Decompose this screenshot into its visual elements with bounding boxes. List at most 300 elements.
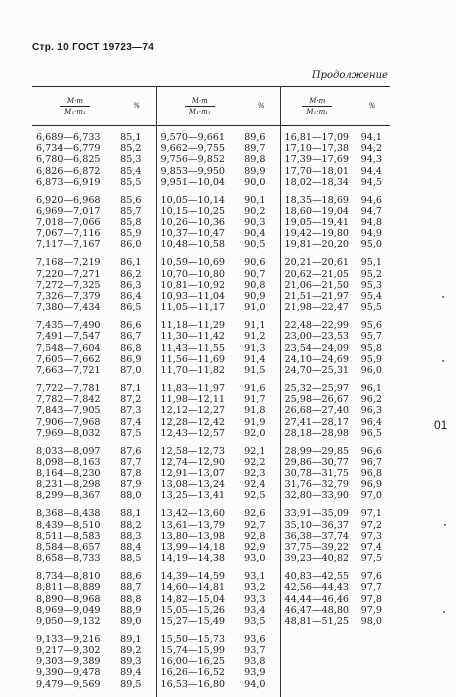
ratio-range: 10,81—10,92: [160, 279, 226, 291]
row-group: [36, 571, 118, 627]
percent-value: 86,4: [120, 291, 142, 303]
percent-value: 96,2: [360, 394, 382, 406]
ratio-range: 7,969—8,032: [36, 427, 101, 439]
percent-value: 87,2: [120, 394, 142, 406]
row-group: [285, 508, 355, 564]
percent-value: 91,8: [244, 405, 266, 417]
ratio-column-2: [156, 132, 243, 697]
ratio-range: 8,811—8,889: [36, 582, 101, 594]
ratio-range: 8,969—9,049: [36, 604, 101, 616]
percent-value: 87,5: [120, 427, 142, 439]
ratio-range: 39,23—40,82: [284, 553, 350, 565]
row-group: [354, 508, 382, 564]
row-group: [118, 257, 142, 313]
ratio-range: 7,220—7,271: [36, 268, 101, 280]
ratio-range: 7,722—7,781: [36, 382, 101, 394]
row-group: [243, 571, 266, 627]
ratio-range: 10,70—10,80: [160, 268, 226, 280]
row-group: [161, 132, 244, 188]
row-group: [161, 195, 244, 251]
ratio-percent-table: [32, 86, 390, 697]
ratio-range: 11,83—11,97: [160, 382, 226, 394]
ratio-range: 19,42—19,80: [284, 228, 350, 240]
percent-value: 87,1: [120, 382, 142, 394]
percent-value: 97,4: [360, 541, 382, 553]
ratio-range: 10,48—10,58: [160, 239, 226, 251]
percent-value: 89,5: [120, 678, 142, 690]
percent-value: 94,0: [244, 678, 266, 690]
percent-value: 91,1: [244, 320, 266, 332]
percent-value: 89,7: [244, 143, 266, 155]
percent-value: 85,9: [120, 228, 142, 240]
ratio-range: 11,18—11,29: [160, 320, 226, 332]
percent-value: 88,1: [120, 508, 142, 520]
ratio-range: 11,43—11,55: [160, 342, 226, 354]
percent-value: 93,4: [244, 604, 266, 616]
ratio-range: 7,491—7,547: [36, 331, 101, 343]
ratio-range: 8,439—8,510: [36, 519, 101, 531]
ratio-range: 21,98—22,47: [284, 302, 350, 314]
percent-value: 96,5: [360, 427, 382, 439]
percent-value: 93,3: [244, 593, 266, 605]
ratio-range: 28,99—29,85: [284, 445, 350, 457]
ratio-range: 19,81—20,20: [284, 239, 350, 251]
percent-value: 97,3: [360, 530, 382, 542]
ratio-range: 7,605—7,662: [36, 353, 101, 365]
percent-value: 93,7: [244, 645, 266, 657]
percent-value: 95,8: [360, 342, 382, 354]
ratio-range: 8,299—8,367: [36, 490, 101, 502]
row-group: [36, 508, 118, 564]
row-group: [36, 257, 118, 313]
ratio-range: 6,780—6,825: [36, 154, 101, 166]
percent-value: 88,5: [120, 553, 142, 565]
row-group: [118, 446, 142, 502]
row-group: [243, 257, 266, 313]
percent-value: 97,5: [360, 553, 382, 565]
ratio-range: 13,42—13,60: [160, 508, 226, 520]
ratio-range: 7,782—7,842: [36, 394, 101, 406]
row-group: [36, 195, 118, 251]
ratio-range: 23,00—23,53: [284, 331, 350, 343]
margin-dot: [443, 611, 445, 613]
ratio-range: 28,18—28,98: [284, 427, 350, 439]
column-header-percent: %: [354, 87, 390, 126]
ratio-range: 9,050—9,132: [36, 615, 101, 627]
ratio-range: 6,920—6,968: [36, 194, 101, 206]
row-group: [118, 508, 142, 564]
ratio-range: 8,511—8,583: [36, 530, 101, 542]
row-group: [243, 383, 266, 439]
row-group: [354, 257, 382, 313]
ratio-range: 23,54—24,09: [284, 342, 350, 354]
ratio-range: 29,86—30,77: [284, 456, 350, 468]
percent-value: 87,8: [120, 468, 142, 480]
percent-value: 97,8: [360, 593, 382, 605]
percent-value: 94,6: [360, 194, 382, 206]
ratio-column-3: [280, 132, 354, 697]
percent-value: 92,5: [244, 490, 266, 502]
ratio-range: 22,48—22,99: [284, 320, 350, 332]
ratio-range: 7,018—7,066: [36, 217, 101, 229]
ratio-range: 8,033—8,097: [36, 445, 101, 457]
percent-value: 90,6: [244, 257, 266, 269]
row-group: [118, 132, 142, 188]
percent-value: 87,9: [120, 479, 142, 491]
ratio-range: 15,74—15,99: [160, 645, 226, 657]
margin-dot: [442, 296, 444, 298]
side-mark: 01: [434, 418, 448, 432]
percent-value: 88,7: [120, 582, 142, 594]
ratio-range: 6,734—6,779: [36, 143, 101, 155]
ratio-range: 7,326—7,379: [36, 291, 101, 303]
percent-value: 95,5: [360, 302, 382, 314]
percent-value: 85,7: [120, 205, 142, 217]
row-group: [243, 320, 266, 376]
percent-value: 97,6: [360, 571, 382, 583]
percent-value: 92,3: [244, 468, 266, 480]
ratio-range: 16,53—16,80: [160, 678, 226, 690]
percent-value: 85,4: [120, 165, 142, 177]
row-group: [354, 446, 382, 502]
percent-value: 85,3: [120, 154, 142, 166]
ratio-range: 6,873—6,919: [36, 176, 101, 188]
ratio-range: 12,12—12,27: [160, 405, 226, 417]
percent-value: 88,4: [120, 541, 142, 553]
percent-value: 95,9: [360, 353, 382, 365]
row-group: [285, 132, 355, 188]
percent-value: 95,6: [360, 320, 382, 332]
percent-value: 92,0: [244, 427, 266, 439]
ratio-range: 18,35—18,69: [284, 194, 350, 206]
ratio-range: 17,10—17,38: [284, 143, 350, 155]
row-group: [285, 195, 355, 251]
percent-value: 94,5: [360, 176, 382, 188]
row-group: [161, 634, 244, 690]
row-group: [118, 383, 142, 439]
percent-value: 96,9: [360, 479, 382, 491]
ratio-range: 15,05—15,26: [160, 604, 226, 616]
ratio-range: 7,067—7,116: [36, 228, 101, 240]
ratio-range: 9,303—9,389: [36, 656, 101, 668]
row-group: [36, 634, 118, 690]
percent-column-3: [354, 132, 390, 697]
percent-value: 88,8: [120, 593, 142, 605]
percent-value: 88,6: [120, 571, 142, 583]
ratio-range: 12,43—12,57: [160, 427, 226, 439]
ratio-range: 26,68—27,40: [284, 405, 350, 417]
percent-value: 89,3: [120, 656, 142, 668]
percent-value: 85,8: [120, 217, 142, 229]
ratio-range: 18,60—19,04: [284, 205, 350, 217]
row-group: [354, 383, 382, 439]
percent-value: 85,2: [120, 143, 142, 155]
ratio-range: 13,99—14,18: [160, 541, 226, 553]
ratio-range: 12,28—12,42: [160, 416, 226, 428]
percent-value: 98,0: [360, 615, 382, 627]
ratio-range: 13,08—13,24: [160, 479, 226, 491]
ratio-range: 7,117—7,167: [36, 239, 101, 251]
ratio-range: 46,47—48,80: [284, 604, 350, 616]
percent-value: 85,6: [120, 194, 142, 206]
ratio-range: 19,05—19,41: [284, 217, 350, 229]
percent-column-1: [118, 132, 156, 697]
percent-value: 97,2: [360, 519, 382, 531]
percent-value: 95,1: [360, 257, 382, 269]
ratio-range: 7,272—7,325: [36, 279, 101, 291]
percent-value: 86,9: [120, 353, 142, 365]
percent-value: 90,2: [244, 205, 266, 217]
row-group: [285, 257, 355, 313]
ratio-range: 7,548—7,604: [36, 342, 101, 354]
ratio-range: 7,435—7,490: [36, 320, 101, 332]
ratio-range: 20,21—20,61: [284, 257, 350, 269]
percent-value: 97,1: [360, 508, 382, 520]
ratio-range: 33,91—35,09: [284, 508, 350, 520]
percent-value: 86,3: [120, 279, 142, 291]
ratio-range: 9,951—10,04: [160, 176, 226, 188]
ratio-range: 9,479—9,569: [36, 678, 101, 690]
ratio-range: 21,06—21,50: [284, 279, 350, 291]
ratio-range: 8,584—8,657: [36, 541, 101, 553]
percent-value: 91,7: [244, 394, 266, 406]
percent-value: 91,9: [244, 416, 266, 428]
row-group: [354, 571, 382, 627]
percent-value: 88,9: [120, 604, 142, 616]
row-group: [285, 446, 355, 502]
page-header: Стр. 10 ГОСТ 19723—74: [32, 42, 155, 53]
percent-value: 88,0: [120, 490, 142, 502]
ratio-range: 40,83—42,55: [284, 571, 350, 583]
ratio-range: 44,44—46,46: [284, 593, 350, 605]
ratio-range: 14,19—14,38: [160, 553, 226, 565]
ratio-range: 9,756—9,852: [160, 154, 226, 166]
percent-value: 85,5: [120, 176, 142, 188]
percent-value: 94,7: [360, 205, 382, 217]
percent-value: 96,6: [360, 445, 382, 457]
percent-value: 86,0: [120, 239, 142, 251]
percent-value: 92,4: [244, 479, 266, 491]
percent-value: 94,8: [360, 217, 382, 229]
column-header-percent: %: [118, 87, 156, 126]
percent-value: 91,0: [244, 302, 266, 314]
percent-value: 95,4: [360, 291, 382, 303]
percent-value: 96,3: [360, 405, 382, 417]
percent-value: 87,7: [120, 456, 142, 468]
percent-value: 92,8: [244, 530, 266, 542]
percent-value: 94,9: [360, 228, 382, 240]
row-group: [243, 132, 266, 188]
ratio-range: 17,70—18,01: [284, 165, 350, 177]
row-group: [161, 446, 244, 502]
ratio-range: 9,390—9,478: [36, 667, 101, 679]
percent-value: 91,6: [244, 382, 266, 394]
ratio-range: 18,02—18,34: [284, 176, 350, 188]
ratio-range: 7,380—7,434: [36, 302, 101, 314]
percent-value: 96,0: [360, 364, 382, 376]
percent-value: 90,1: [244, 194, 266, 206]
row-group: [161, 508, 244, 564]
ratio-range: 21,51—21,97: [284, 291, 350, 303]
ratio-range: 11,56—11,69: [160, 353, 226, 365]
ratio-range: 8,098—8,163: [36, 456, 101, 468]
ratio-range: 12,91—13,07: [160, 468, 226, 480]
percent-value: 86,6: [120, 320, 142, 332]
ratio-range: 37,75—39,22: [284, 541, 350, 553]
percent-value: 89,1: [120, 633, 142, 645]
table-header-row: [32, 87, 390, 126]
ratio-range: 8,890—8,968: [36, 593, 101, 605]
ratio-range: 11,98—12,11: [160, 394, 226, 406]
percent-value: 95,3: [360, 279, 382, 291]
ratio-range: 8,368—8,438: [36, 508, 101, 520]
percent-value: 95,7: [360, 331, 382, 343]
row-group: [161, 383, 244, 439]
percent-value: 90,9: [244, 291, 266, 303]
ratio-range: 9,662—9,755: [160, 143, 226, 155]
ratio-range: 15,50—15,73: [160, 633, 226, 645]
ratio-range: 16,26—16,52: [160, 667, 226, 679]
percent-value: 94,4: [360, 165, 382, 177]
column-header-ratio: $\frac{M\cdot m}{\text{M₁·m₁}}$: [280, 87, 354, 126]
ratio-range: 8,734—8,810: [36, 571, 101, 583]
column-header-percent: %: [243, 87, 280, 126]
row-group: [36, 320, 118, 376]
row-group: [161, 257, 244, 313]
column-header-ratio: $\frac{M\cdot m}{\text{M₁·m₁}}$: [32, 87, 118, 126]
ratio-range: 35,10—36,37: [284, 519, 350, 531]
ratio-range: 10,37—10,47: [160, 228, 226, 240]
ratio-range: 8,164—8,230: [36, 468, 101, 480]
percent-value: 97,7: [360, 582, 382, 594]
column-header-ratio: $\frac{M\cdot m}{\text{M₁·m₁}}$: [156, 87, 243, 126]
percent-value: 93,8: [244, 656, 266, 668]
ratio-range: 6,969—7,017: [36, 205, 101, 217]
ratio-range: 10,26—10,36: [160, 217, 226, 229]
margin-dot: [444, 524, 446, 526]
ratio-range: 14,60—14,81: [160, 582, 226, 594]
percent-value: 95,0: [360, 239, 382, 251]
ratio-range: 8,231—8,298: [36, 479, 101, 491]
row-group: [354, 132, 382, 188]
percent-value: 89,9: [244, 165, 266, 177]
percent-value: 88,2: [120, 519, 142, 531]
ratio-range: 24,10—24,69: [284, 353, 350, 365]
ratio-range: 9,217—9,302: [36, 645, 101, 657]
percent-value: 92,2: [244, 456, 266, 468]
ratio-range: 16,81—17,09: [284, 132, 350, 143]
percent-value: 87,0: [120, 364, 142, 376]
ratio-range: 12,58—12,73: [160, 445, 226, 457]
ratio-range: 12,74—12,90: [160, 456, 226, 468]
ratio-range: 25,98—26,67: [284, 394, 350, 406]
ratio-range: 16,00—16,25: [160, 656, 226, 668]
percent-value: 90,3: [244, 217, 266, 229]
row-group: [118, 634, 142, 690]
margin-dot: [442, 360, 444, 362]
ratio-range: 6,689—6,733: [36, 132, 101, 143]
row-group: [354, 195, 382, 251]
row-group: [36, 383, 118, 439]
row-group: [118, 571, 142, 627]
ratio-range: 15,27—15,49: [160, 615, 226, 627]
percent-value: 89,0: [120, 615, 142, 627]
ratio-range: 17,39—17,69: [284, 154, 350, 166]
percent-value: 92,1: [244, 445, 266, 457]
ratio-range: 8,658—8,733: [36, 553, 101, 565]
percent-value: 90,4: [244, 228, 266, 240]
row-group: [285, 383, 355, 439]
percent-value: 87,3: [120, 405, 142, 417]
percent-value: 94,2: [360, 143, 382, 155]
percent-value: 91,4: [244, 353, 266, 365]
ratio-range: 9,133—9,216: [36, 633, 101, 645]
percent-value: 86,5: [120, 302, 142, 314]
percent-value: 94,3: [360, 154, 382, 166]
percent-value: 93,2: [244, 582, 266, 594]
ratio-column-1: [32, 132, 118, 697]
ratio-range: 24,70—25,31: [284, 364, 350, 376]
ratio-range: 30,78—31,75: [284, 468, 350, 480]
ratio-range: 7,663—7,721: [36, 364, 101, 376]
percent-value: 90,0: [244, 176, 266, 188]
percent-value: 86,7: [120, 331, 142, 343]
row-group: [118, 195, 142, 251]
ratio-range: 11,05—11,17: [160, 302, 226, 314]
ratio-range: 32,80—33,90: [284, 490, 350, 502]
ratio-range: 10,93—11,04: [160, 291, 226, 303]
ratio-range: 36,38—37,74: [284, 530, 350, 542]
percent-value: 90,7: [244, 268, 266, 280]
row-group: [161, 571, 244, 627]
continuation-label: Продолжение: [311, 70, 388, 81]
percent-value: 97,9: [360, 604, 382, 616]
percent-value: 92,7: [244, 519, 266, 531]
ratio-range: 10,05—10,14: [160, 194, 226, 206]
ratio-range: 14,39—14,59: [160, 571, 226, 583]
ratio-range: 6,826—6,872: [36, 165, 101, 177]
percent-value: 91,2: [244, 331, 266, 343]
row-group: [36, 446, 118, 502]
ratio-range: 31,76—32,79: [284, 479, 350, 491]
percent-value: 93,9: [244, 667, 266, 679]
row-group: [243, 508, 266, 564]
row-group: [118, 320, 142, 376]
percent-value: 86,1: [120, 257, 142, 269]
percent-value: 87,6: [120, 445, 142, 457]
ratio-range: 11,70—11,82: [160, 364, 226, 376]
ratio-range: 13,80—13,98: [160, 530, 226, 542]
percent-value: 89,4: [120, 667, 142, 679]
ratio-range: 7,906—7,968: [36, 416, 101, 428]
percent-value: 95,2: [360, 268, 382, 280]
percent-value: 94,1: [360, 132, 382, 143]
ratio-range: 10,15—10,25: [160, 205, 226, 217]
row-group: [285, 571, 355, 627]
ratio-range: 9,853—9,950: [160, 165, 226, 177]
ratio-range: 14,82—15,04: [160, 593, 226, 605]
row-group: [354, 320, 382, 376]
ratio-range: 48,81—51,25: [284, 615, 350, 627]
percent-value: 96,7: [360, 456, 382, 468]
ratio-range: 7,168—7,219: [36, 257, 101, 269]
ratio-range: 7,843—7,905: [36, 405, 101, 417]
percent-value: 86,8: [120, 342, 142, 354]
percent-value: 93,5: [244, 615, 266, 627]
percent-value: 88,3: [120, 530, 142, 542]
row-group: [243, 195, 266, 251]
ratio-range: 42,56—44,43: [284, 582, 350, 594]
